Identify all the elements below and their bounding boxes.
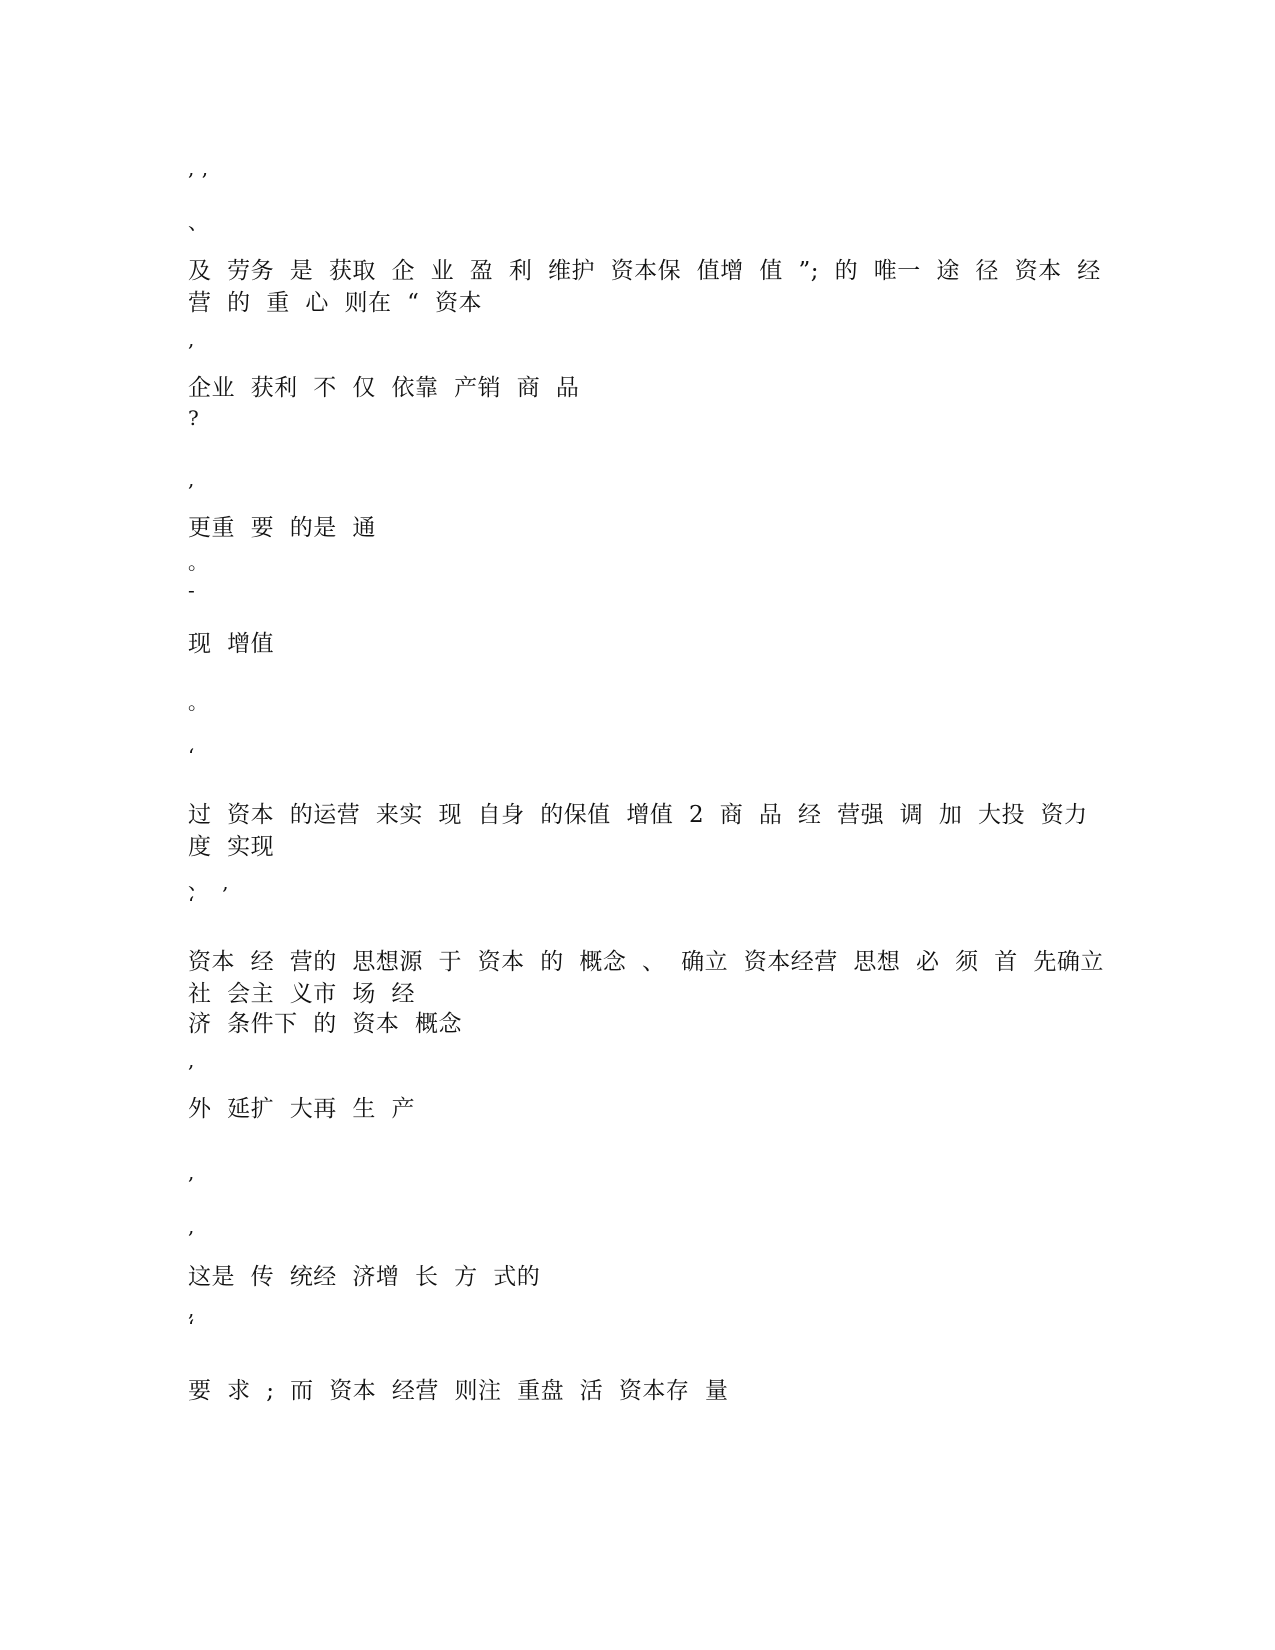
text-line: 。 bbox=[188, 690, 209, 714]
text-line: 、 , bbox=[188, 870, 230, 894]
text-line: , bbox=[188, 1160, 195, 1184]
text-line: 及 劳务 是 获取 企 业 盈 利 维护 资本保 值增 值 ”; 的 唯一 途 径 资本 经 bbox=[188, 258, 1101, 284]
text-line: 、 bbox=[188, 210, 209, 234]
text-line: 外 延扩 大再 生 产 bbox=[188, 1096, 415, 1122]
text-line: 这是 传 统经 济增 长 方 式的 bbox=[188, 1264, 541, 1290]
text-line: 。 bbox=[188, 550, 209, 574]
text-line: 度 实现 bbox=[188, 834, 275, 860]
text-line: , bbox=[188, 1048, 195, 1072]
text-line: 企业 获利 不 仅 依靠 产销 商 品 bbox=[188, 375, 580, 401]
text-line: 现 增值 bbox=[188, 631, 275, 657]
text-line: ? bbox=[188, 406, 200, 430]
text-line: ‘ bbox=[188, 744, 195, 768]
text-line: - bbox=[188, 578, 196, 602]
text-line: 过 资本 的运营 来实 现 自身 的保值 增值 2 商 品 经 营强 调 加 大投 资力 bbox=[188, 802, 1088, 828]
text-line: 营 的 重 心 则在 “ 资本 bbox=[188, 290, 482, 316]
text-line: ‘ bbox=[188, 1315, 195, 1339]
text-line: , bbox=[188, 1214, 195, 1238]
text-line: , bbox=[188, 1297, 195, 1321]
text-line: 要 求 ; 而 资本 经营 则注 重盘 活 资本存 量 bbox=[188, 1378, 729, 1404]
text-line: , bbox=[188, 327, 195, 351]
text-line: ‘ bbox=[188, 892, 195, 916]
text-line: 济 条件下 的 资本 概念 bbox=[188, 1011, 462, 1037]
text-line: , , bbox=[188, 156, 209, 180]
text-line: , bbox=[188, 467, 195, 491]
text-line: 资本 经 营的 思想源 于 资本 的 概念 、 确立 资本经营 思想 必 须 首 先确立 bbox=[188, 949, 1104, 975]
text-line: 社 会主 义市 场 经 bbox=[188, 981, 415, 1007]
text-line: 更重 要 的是 通 bbox=[188, 515, 376, 541]
